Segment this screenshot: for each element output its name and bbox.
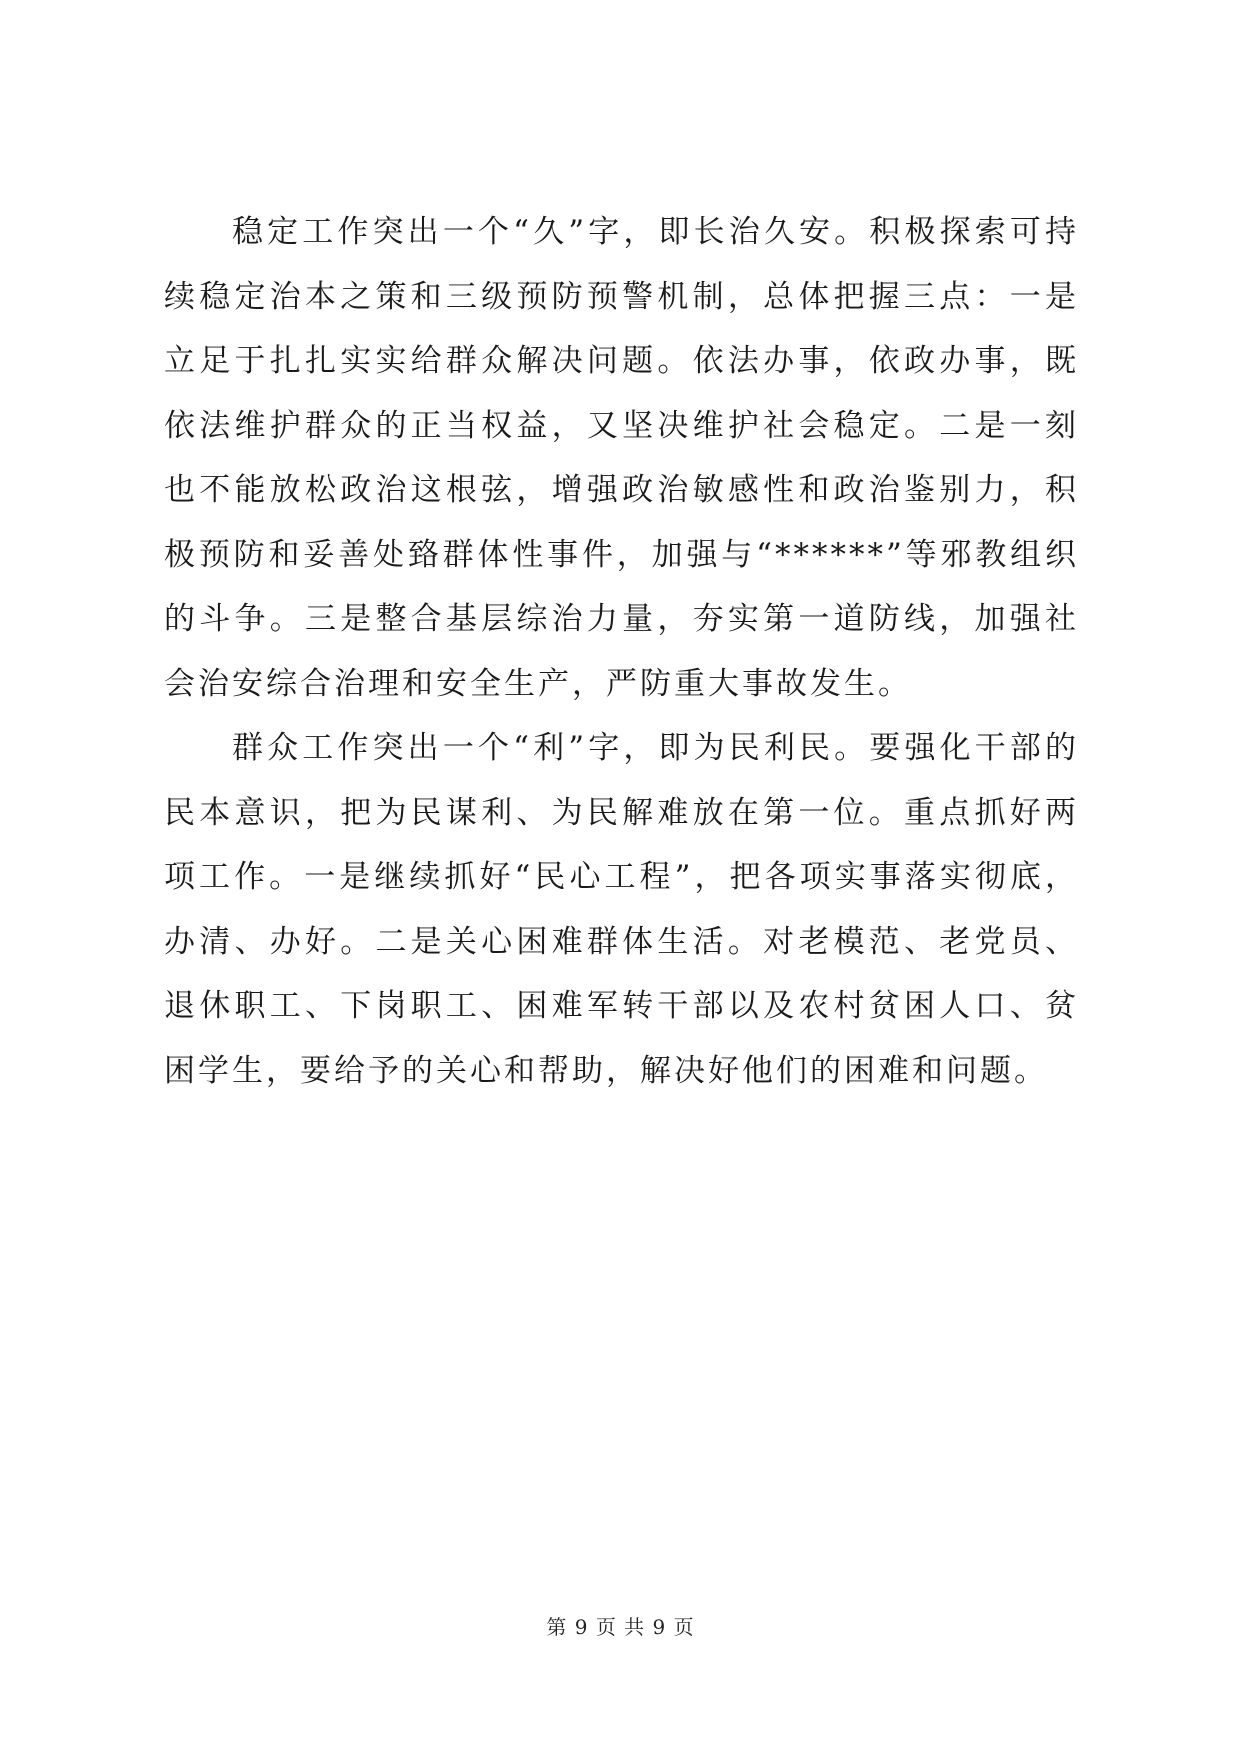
page-footer: 第 9 页 共 9 页 [546, 1615, 695, 1639]
paragraph-stability-work: 稳定工作突出一个“久”字，即长治久安。积极探索可持续稳定治本之策和三级预防预警机制，总体把握三点：一是立足于扎扎实实给群众解决问题。依法办事，依政办事，既依法维护群众的正当权益，又坚决维护社会稳定。二是一刻也不能放松政治这根弦，增强政治敏感性和政治鉴别力，积极预防和妥善处臵群体性事件，加强与“******”等邪教组织的斗争。三是整合基层综治力量，夯实第一道防线，加强社会治安综合治理和安全生产，严防重大事故发生。 [164, 214, 1079, 702]
paragraph-mass-work: 群众工作突出一个“利”字，即为民利民。要强化干部的民本意识，把为民谋利、为民解难放在第一位。重点抓好两项工作。一是继续抓好“民心工程”，把各项实事落实彻底，办清、办好。二是关心困难群体生活。对老模范、老党员、退休职工、下岗职工、困难军转干部以及农村贫困人口、贫困学生，要给予的关心和帮助，解决好他们的困难和问题。 [164, 730, 1079, 1089]
document-body [164, 200, 1079, 1103]
